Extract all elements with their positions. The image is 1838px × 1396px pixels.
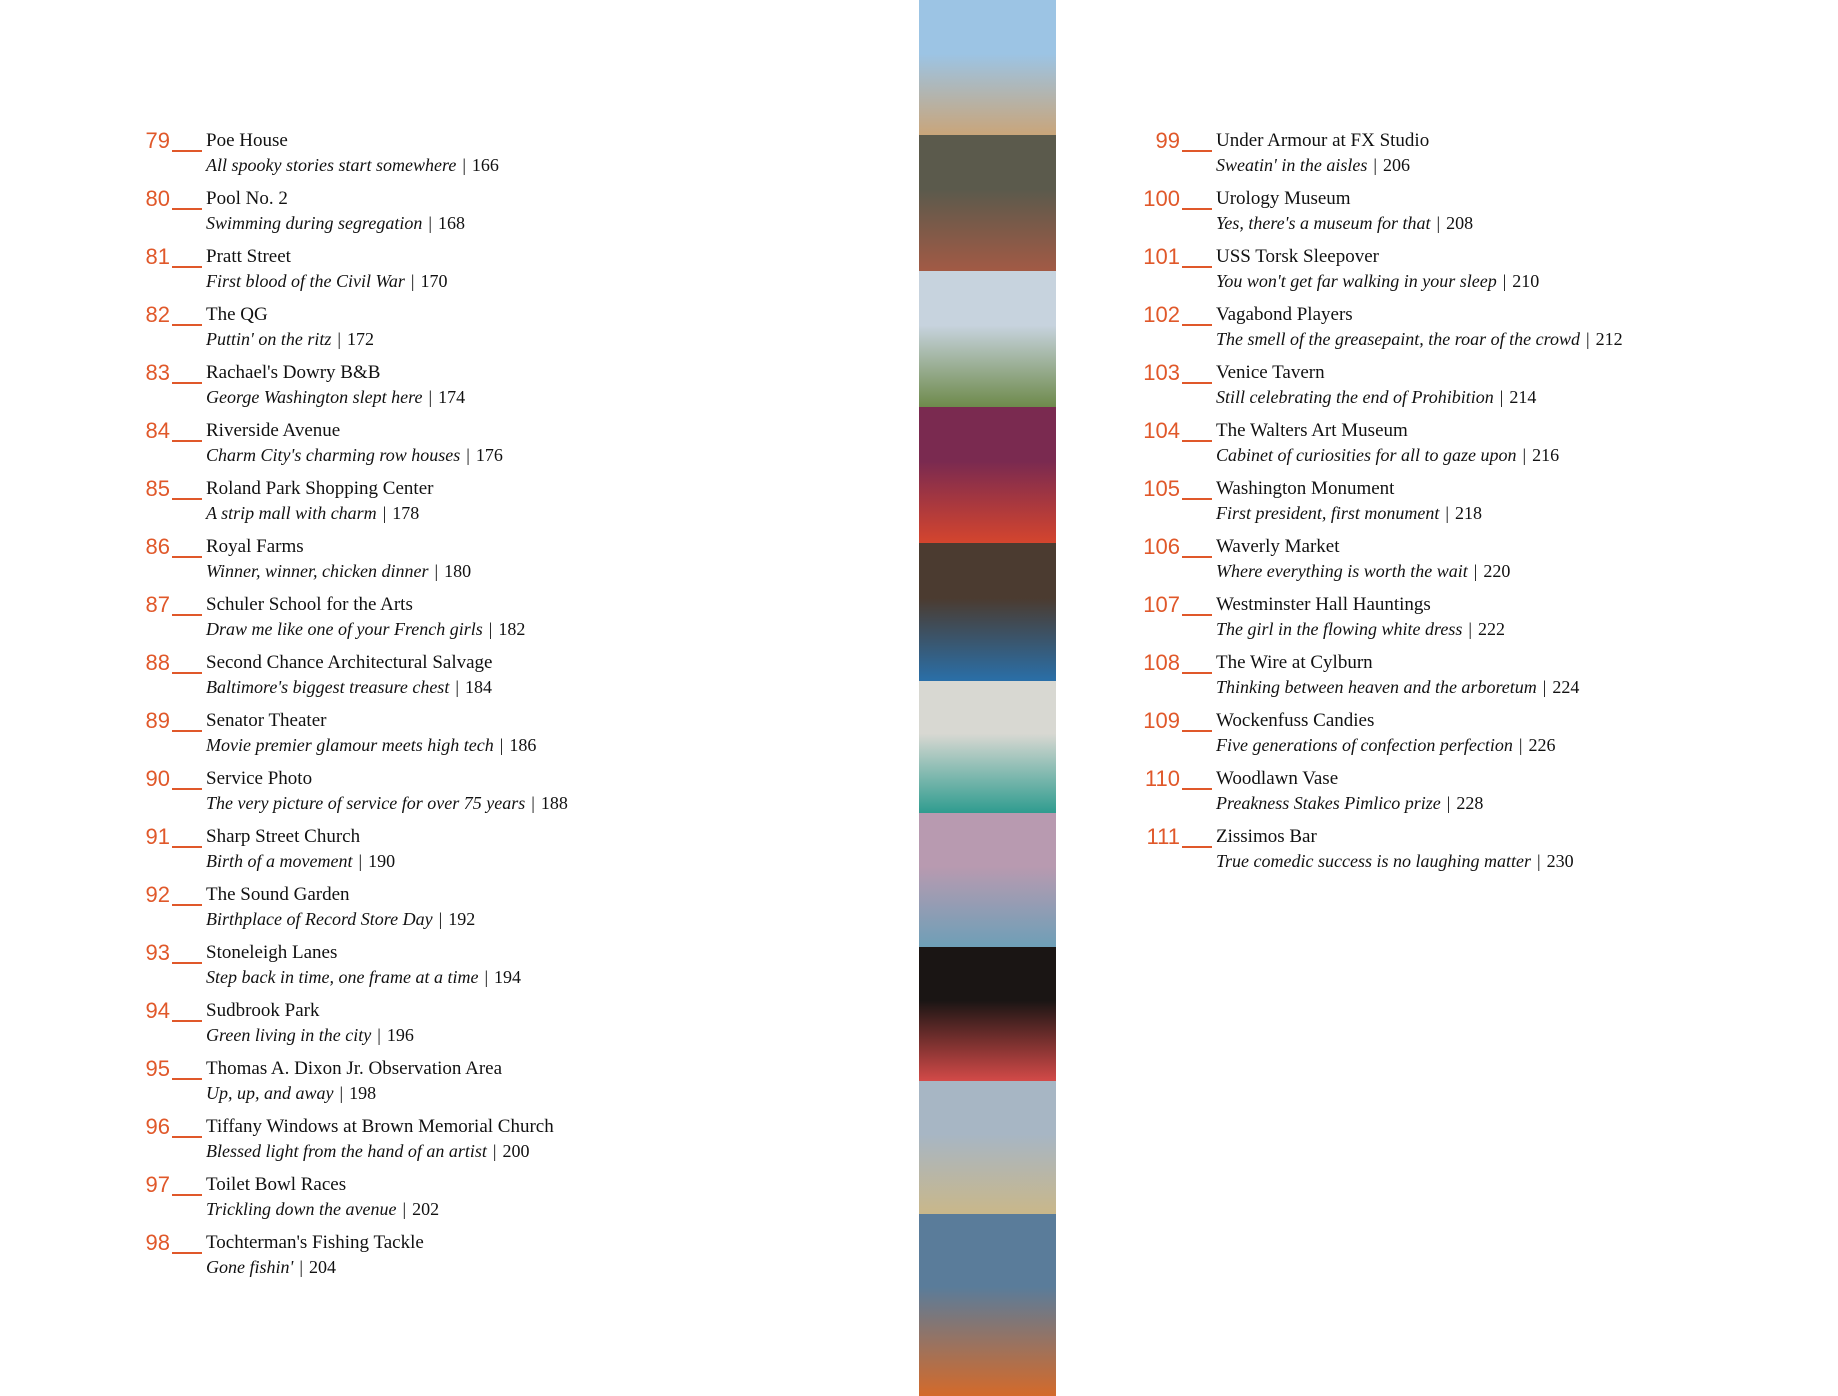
entry-tagline: Puttin' on the ritz bbox=[206, 329, 332, 349]
entry-number: 87 bbox=[145, 592, 170, 617]
separator: | bbox=[299, 1257, 303, 1277]
entry-number: 100 bbox=[1143, 186, 1180, 211]
entry-title: Tiffany Windows at Brown Memorial Church bbox=[206, 1116, 554, 1137]
entry-page-number: 168 bbox=[437, 213, 465, 233]
entry-subtitle bbox=[206, 675, 492, 699]
entry-title: Rachael's Dowry B&B bbox=[206, 362, 381, 383]
entry-tagline: The girl in the flowing white dress bbox=[1216, 619, 1463, 639]
entry-leader-line bbox=[172, 1020, 202, 1022]
entry-title: Stoneleigh Lanes bbox=[206, 942, 338, 963]
entry-leader-line bbox=[1182, 266, 1212, 268]
entry-page-number: 196 bbox=[386, 1025, 414, 1045]
toc-entry[interactable] bbox=[1110, 824, 1810, 882]
entry-page-number: 174 bbox=[438, 387, 466, 407]
entry-number: 82 bbox=[145, 302, 170, 327]
entry-number: 98 bbox=[145, 1230, 170, 1255]
entry-tagline: Still celebrating the end of Prohibition bbox=[1216, 387, 1494, 407]
entry-number: 88 bbox=[145, 650, 170, 675]
entry-subtitle bbox=[1216, 675, 1579, 699]
entry-leader-line bbox=[172, 208, 202, 210]
separator: | bbox=[1585, 329, 1590, 349]
entry-title: Washington Monument bbox=[1216, 478, 1395, 499]
toc-entry[interactable] bbox=[100, 418, 860, 476]
entry-page-number: 212 bbox=[1595, 329, 1623, 349]
entry-page-number: 188 bbox=[540, 793, 568, 813]
toc-left-column bbox=[100, 128, 860, 1288]
toc-entry[interactable] bbox=[100, 302, 860, 360]
toc-entry[interactable] bbox=[100, 998, 860, 1056]
entry-tagline: All spooky stories start somewhere bbox=[206, 155, 457, 175]
entry-tagline: The smell of the greasepaint, the roar of the crowd bbox=[1216, 329, 1580, 349]
entry-subtitle bbox=[206, 617, 525, 641]
separator: | bbox=[488, 619, 493, 639]
entry-subtitle bbox=[206, 327, 374, 351]
entry-title: Roland Park Shopping Center bbox=[206, 478, 434, 499]
separator: | bbox=[1468, 619, 1472, 639]
entry-leader-line bbox=[1182, 672, 1212, 674]
toc-entry[interactable] bbox=[1110, 360, 1810, 418]
entry-number: 96 bbox=[145, 1114, 170, 1139]
toc-entry[interactable] bbox=[100, 592, 860, 650]
photo-woman-in-bar bbox=[919, 543, 1056, 681]
entry-number: 83 bbox=[145, 360, 170, 385]
photo-graffiti-alley bbox=[919, 813, 1056, 947]
entry-page-number: 186 bbox=[509, 735, 537, 755]
entry-title: Wockenfuss Candies bbox=[1216, 710, 1375, 731]
entry-title: Pool No. 2 bbox=[206, 188, 288, 209]
entry-leader-line bbox=[172, 382, 202, 384]
toc-entry[interactable] bbox=[100, 882, 860, 940]
separator: | bbox=[466, 445, 470, 465]
entry-subtitle bbox=[206, 559, 471, 583]
entry-subtitle bbox=[1216, 153, 1410, 177]
entry-subtitle bbox=[1216, 269, 1539, 293]
entry-page-number: 172 bbox=[346, 329, 374, 349]
entry-title: The Wire at Cylburn bbox=[1216, 652, 1373, 673]
separator: | bbox=[462, 155, 466, 175]
entry-leader-line bbox=[1182, 614, 1212, 616]
entry-number: 103 bbox=[1143, 360, 1180, 385]
entry-number: 93 bbox=[145, 940, 170, 965]
entry-leader-line bbox=[172, 266, 202, 268]
entry-subtitle bbox=[206, 791, 568, 815]
entry-leader-line bbox=[172, 150, 202, 152]
entry-number: 97 bbox=[145, 1172, 170, 1197]
entry-page-number: 204 bbox=[308, 1257, 336, 1277]
entry-subtitle bbox=[1216, 849, 1574, 873]
toc-entry[interactable] bbox=[100, 824, 860, 882]
entry-tagline: The very picture of service for over 75 years bbox=[206, 793, 526, 813]
entry-tagline: Birth of a movement bbox=[206, 851, 353, 871]
entry-tagline: Where everything is worth the wait bbox=[1216, 561, 1468, 581]
separator: | bbox=[377, 1025, 381, 1045]
entry-subtitle bbox=[206, 153, 499, 177]
entry-tagline: George Washington slept here bbox=[206, 387, 423, 407]
photo-market-stall-crowd bbox=[919, 135, 1056, 271]
entry-subtitle bbox=[206, 1255, 336, 1279]
entry-leader-line bbox=[1182, 324, 1212, 326]
entry-subtitle bbox=[206, 1023, 414, 1047]
entry-leader-line bbox=[1182, 730, 1212, 732]
entry-leader-line bbox=[1182, 382, 1212, 384]
entry-subtitle bbox=[206, 385, 465, 409]
toc-entry[interactable] bbox=[1110, 650, 1810, 708]
entry-page-number: 200 bbox=[502, 1141, 530, 1161]
toc-entry[interactable] bbox=[1110, 418, 1810, 476]
separator: | bbox=[492, 1141, 497, 1161]
entry-page-number: 198 bbox=[349, 1083, 377, 1103]
separator: | bbox=[402, 1199, 407, 1219]
entry-page-number: 224 bbox=[1552, 677, 1580, 697]
photo-neon-sign-at-night bbox=[919, 947, 1056, 1081]
entry-page-number: 228 bbox=[1456, 793, 1484, 813]
entry-leader-line bbox=[172, 672, 202, 674]
entry-subtitle bbox=[1216, 559, 1510, 583]
separator: | bbox=[358, 851, 363, 871]
separator: | bbox=[1542, 677, 1547, 697]
entry-title: Senator Theater bbox=[206, 710, 327, 731]
entry-leader-line bbox=[172, 1136, 202, 1138]
entry-title: Woodlawn Vase bbox=[1216, 768, 1339, 789]
entry-title: Service Photo bbox=[206, 768, 313, 789]
entry-number: 80 bbox=[145, 186, 170, 211]
separator: | bbox=[428, 213, 432, 233]
entry-leader-line bbox=[1182, 150, 1212, 152]
entry-leader-line bbox=[1182, 208, 1212, 210]
toc-entry[interactable] bbox=[1110, 592, 1810, 650]
toc-entry[interactable] bbox=[1110, 128, 1810, 186]
entry-page-number: 194 bbox=[494, 967, 522, 987]
entry-leader-line bbox=[172, 846, 202, 848]
entry-page-number: 182 bbox=[498, 619, 526, 639]
entry-title: Westminster Hall Hauntings bbox=[1216, 594, 1431, 615]
entry-tagline: Baltimore's biggest treasure chest bbox=[206, 677, 450, 697]
entry-tagline: Yes, there's a museum for that bbox=[1216, 213, 1431, 233]
entry-number: 105 bbox=[1143, 476, 1180, 501]
entry-title: Tochterman's Fishing Tackle bbox=[206, 1232, 424, 1253]
toc-entry[interactable] bbox=[100, 1114, 860, 1172]
entry-leader-line bbox=[172, 788, 202, 790]
entry-title: Vagabond Players bbox=[1216, 304, 1353, 325]
entry-page-number: 178 bbox=[392, 503, 420, 523]
entry-page-number: 218 bbox=[1454, 503, 1482, 523]
entry-leader-line bbox=[172, 962, 202, 964]
toc-entry[interactable] bbox=[100, 476, 860, 534]
entry-number: 90 bbox=[145, 766, 170, 791]
entry-title: Venice Tavern bbox=[1216, 362, 1325, 383]
entry-title: Urology Museum bbox=[1216, 188, 1351, 209]
toc-entry[interactable] bbox=[1110, 534, 1810, 592]
entry-page-number: 220 bbox=[1483, 561, 1511, 581]
entry-leader-line bbox=[172, 556, 202, 558]
entry-leader-line bbox=[1182, 440, 1212, 442]
entry-page-number: 222 bbox=[1477, 619, 1505, 639]
entry-title: Toilet Bowl Races bbox=[206, 1174, 347, 1195]
entry-subtitle bbox=[206, 443, 503, 467]
toc-right-column bbox=[1110, 128, 1810, 882]
entry-number: 109 bbox=[1143, 708, 1180, 733]
entry-leader-line bbox=[172, 1078, 202, 1080]
separator: | bbox=[531, 793, 535, 813]
entry-subtitle bbox=[206, 269, 447, 293]
entry-number: 99 bbox=[1155, 128, 1180, 153]
entry-page-number: 202 bbox=[412, 1199, 440, 1219]
entry-leader-line bbox=[172, 904, 202, 906]
entry-leader-line bbox=[1182, 498, 1212, 500]
entry-subtitle bbox=[1216, 733, 1556, 757]
separator: | bbox=[1502, 271, 1507, 291]
entry-subtitle bbox=[206, 501, 419, 525]
photo-swimming-pool bbox=[919, 681, 1056, 813]
toc-entry[interactable] bbox=[100, 1172, 860, 1230]
entry-subtitle bbox=[1216, 501, 1482, 525]
entry-leader-line bbox=[172, 324, 202, 326]
entry-page-number: 216 bbox=[1532, 445, 1560, 465]
entry-number: 94 bbox=[145, 998, 170, 1023]
entry-subtitle bbox=[1216, 617, 1505, 641]
entry-subtitle bbox=[1216, 327, 1623, 351]
entry-title: Thomas A. Dixon Jr. Observation Area bbox=[206, 1058, 503, 1079]
entry-number: 108 bbox=[1143, 650, 1180, 675]
entry-number: 102 bbox=[1143, 302, 1180, 327]
entry-subtitle bbox=[206, 907, 475, 931]
entry-number: 110 bbox=[1144, 766, 1180, 791]
entry-tagline: Birthplace of Record Store Day bbox=[206, 909, 433, 929]
toc-entry[interactable] bbox=[100, 186, 860, 244]
entry-subtitle bbox=[1216, 791, 1483, 815]
toc-entry[interactable] bbox=[100, 1230, 860, 1288]
separator: | bbox=[1446, 793, 1451, 813]
entry-number: 101 bbox=[1143, 244, 1180, 269]
entry-leader-line bbox=[172, 1194, 202, 1196]
entry-page-number: 192 bbox=[448, 909, 476, 929]
entry-tagline: Preakness Stakes Pimlico prize bbox=[1216, 793, 1441, 813]
entry-title: Pratt Street bbox=[206, 246, 291, 267]
entry-tagline: True comedic success is no laughing matter bbox=[1216, 851, 1531, 871]
entry-subtitle bbox=[206, 965, 521, 989]
toc-entry[interactable] bbox=[100, 534, 860, 592]
entry-tagline: Draw me like one of your French girls bbox=[206, 619, 483, 639]
separator: | bbox=[1499, 387, 1504, 407]
entry-number: 106 bbox=[1143, 534, 1180, 559]
entry-leader-line bbox=[1182, 556, 1212, 558]
entry-number: 86 bbox=[145, 534, 170, 559]
entry-subtitle bbox=[206, 849, 395, 873]
toc-entry[interactable] bbox=[100, 708, 860, 766]
entry-subtitle bbox=[206, 211, 465, 235]
entry-number: 79 bbox=[145, 128, 170, 153]
entry-number: 107 bbox=[1143, 592, 1180, 617]
entry-tagline: Charm City's charming row houses bbox=[206, 445, 461, 465]
entry-subtitle bbox=[1216, 385, 1536, 409]
entry-tagline: Swimming during segregation bbox=[206, 213, 423, 233]
entry-tagline: Sweatin' in the aisles bbox=[1216, 155, 1368, 175]
entry-title: The Sound Garden bbox=[206, 884, 350, 905]
separator: | bbox=[1518, 735, 1523, 755]
entry-page-number: 230 bbox=[1546, 851, 1574, 871]
separator: | bbox=[438, 909, 443, 929]
separator: | bbox=[337, 329, 341, 349]
separator: | bbox=[1522, 445, 1527, 465]
entry-subtitle bbox=[206, 1197, 439, 1221]
separator: | bbox=[1473, 561, 1478, 581]
entry-leader-line bbox=[172, 730, 202, 732]
entry-subtitle bbox=[1216, 443, 1559, 467]
entry-title: Zissimos Bar bbox=[1216, 826, 1317, 847]
toc-entry[interactable] bbox=[100, 360, 860, 418]
entry-page-number: 184 bbox=[464, 677, 492, 697]
separator: | bbox=[1536, 851, 1541, 871]
photo-toilet-bowl-race-street bbox=[919, 1081, 1056, 1214]
entry-leader-line bbox=[1182, 788, 1212, 790]
separator: | bbox=[1436, 213, 1441, 233]
toc-entry[interactable] bbox=[1110, 302, 1810, 360]
entry-tagline: Cabinet of curiosities for all to gaze upon bbox=[1216, 445, 1517, 465]
toc-entry[interactable] bbox=[1110, 476, 1810, 534]
entry-leader-line bbox=[1182, 846, 1212, 848]
toc-entry[interactable] bbox=[1110, 244, 1810, 302]
separator: | bbox=[428, 387, 433, 407]
toc-entry[interactable] bbox=[100, 1056, 860, 1114]
entry-tagline: You won't get far walking in your sleep bbox=[1216, 271, 1497, 291]
entry-tagline: Five generations of confection perfection bbox=[1216, 735, 1513, 755]
entry-subtitle bbox=[206, 733, 536, 757]
entry-tagline: Winner, winner, chicken dinner bbox=[206, 561, 429, 581]
entry-number: 84 bbox=[145, 418, 170, 443]
entry-leader-line bbox=[172, 614, 202, 616]
entry-number: 91 bbox=[145, 824, 170, 849]
entry-title: Second Chance Architectural Salvage bbox=[206, 652, 493, 673]
entry-tagline: Movie premier glamour meets high tech bbox=[206, 735, 494, 755]
separator: | bbox=[1445, 503, 1449, 523]
entry-tagline: Gone fishin' bbox=[206, 1257, 294, 1277]
separator: | bbox=[339, 1083, 344, 1103]
entry-tagline: Trickling down the avenue bbox=[206, 1199, 397, 1219]
entry-title: Waverly Market bbox=[1216, 536, 1340, 557]
entry-title: Royal Farms bbox=[206, 536, 304, 557]
entry-page-number: 206 bbox=[1382, 155, 1410, 175]
entry-title: Schuler School for the Arts bbox=[206, 594, 413, 615]
entry-page-number: 180 bbox=[444, 561, 472, 581]
entry-title: Sudbrook Park bbox=[206, 1000, 320, 1021]
entry-leader-line bbox=[172, 1252, 202, 1254]
entry-number: 92 bbox=[145, 882, 170, 907]
photo-airplane-over-field bbox=[919, 0, 1056, 135]
entry-tagline: Up, up, and away bbox=[206, 1083, 334, 1103]
entry-title: The Walters Art Museum bbox=[1216, 420, 1408, 441]
separator: | bbox=[499, 735, 504, 755]
separator: | bbox=[434, 561, 439, 581]
photo-colorful-carnival-display bbox=[919, 407, 1056, 543]
toc-entry[interactable] bbox=[100, 244, 860, 302]
entry-number: 85 bbox=[145, 476, 170, 501]
entry-tagline: Step back in time, one frame at a time bbox=[206, 967, 479, 987]
entry-number: 104 bbox=[1143, 418, 1180, 443]
separator: | bbox=[382, 503, 387, 523]
entry-leader-line bbox=[172, 440, 202, 442]
entry-page-number: 208 bbox=[1446, 213, 1474, 233]
entry-title: The QG bbox=[206, 304, 268, 325]
entry-tagline: First president, first monument bbox=[1216, 503, 1440, 523]
photo-park-path-with-building bbox=[919, 271, 1056, 407]
entry-page-number: 166 bbox=[471, 155, 499, 175]
toc-entry[interactable] bbox=[100, 650, 860, 708]
entry-page-number: 190 bbox=[368, 851, 396, 871]
toc-entry[interactable] bbox=[100, 766, 860, 824]
entry-page-number: 176 bbox=[475, 445, 503, 465]
entry-number: 89 bbox=[145, 708, 170, 733]
entry-title: Sharp Street Church bbox=[206, 826, 361, 847]
toc-entry[interactable] bbox=[1110, 186, 1810, 244]
separator: | bbox=[410, 271, 415, 291]
entry-tagline: A strip mall with charm bbox=[206, 503, 377, 523]
entry-title: Riverside Avenue bbox=[206, 420, 341, 441]
entry-leader-line bbox=[172, 498, 202, 500]
entry-title: Under Armour at FX Studio bbox=[1216, 130, 1430, 151]
entry-number: 111 bbox=[1146, 824, 1180, 849]
entry-subtitle bbox=[206, 1081, 376, 1105]
entry-number: 95 bbox=[145, 1056, 170, 1081]
entry-tagline: Green living in the city bbox=[206, 1025, 372, 1045]
entry-tagline: Thinking between heaven and the arboretum bbox=[1216, 677, 1537, 697]
toc-entry[interactable] bbox=[1110, 708, 1810, 766]
toc-entry[interactable] bbox=[100, 940, 860, 998]
entry-page-number: 214 bbox=[1509, 387, 1537, 407]
entry-page-number: 170 bbox=[420, 271, 448, 291]
separator: | bbox=[455, 677, 459, 697]
entry-tagline: First blood of the Civil War bbox=[206, 271, 405, 291]
entry-title: Poe House bbox=[206, 130, 288, 151]
entry-subtitle bbox=[206, 1139, 529, 1163]
entry-title: USS Torsk Sleepover bbox=[1216, 246, 1379, 267]
entry-tagline: Blessed light from the hand of an artist bbox=[206, 1141, 487, 1161]
toc-entry[interactable] bbox=[1110, 766, 1810, 824]
separator: | bbox=[484, 967, 489, 987]
entry-subtitle bbox=[1216, 211, 1473, 235]
photo-strip bbox=[919, 0, 1056, 1395]
entry-page-number: 226 bbox=[1528, 735, 1556, 755]
toc-entry[interactable] bbox=[100, 128, 860, 186]
entry-number: 81 bbox=[145, 244, 170, 269]
photo-produce-vendor bbox=[919, 1214, 1056, 1396]
separator: | bbox=[1373, 155, 1377, 175]
entry-page-number: 210 bbox=[1512, 271, 1540, 291]
